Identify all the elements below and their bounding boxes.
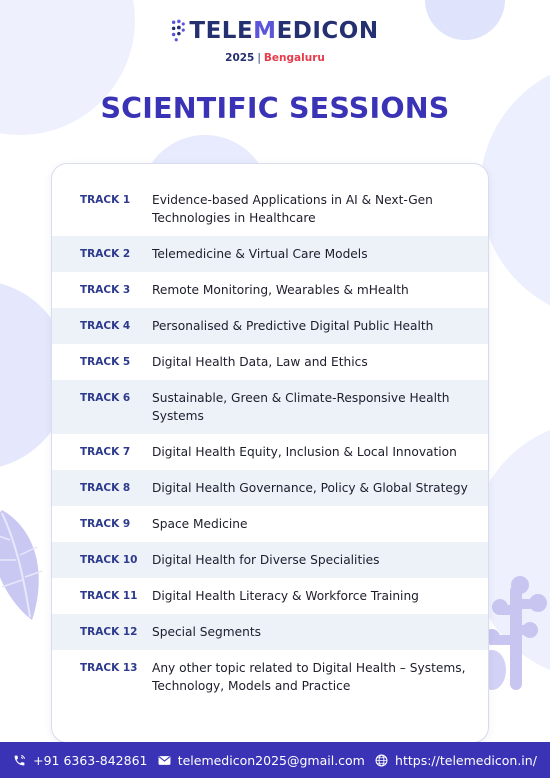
track-row xyxy=(52,542,488,578)
track-row xyxy=(52,434,488,470)
logo-accent-letter: M xyxy=(253,18,277,44)
track-number: TRACK 4 xyxy=(80,320,131,332)
leaf-decoration-icon xyxy=(0,505,52,625)
track-topic: Digital Health Governance, Policy & Global Strategy xyxy=(152,481,468,495)
track-number: TRACK 11 xyxy=(80,590,138,602)
track-topic: Digital Health Equity, Inclusion & Local Innovation xyxy=(152,445,457,459)
logo-city: Bengaluru xyxy=(263,52,325,64)
track-topic: Evidence-based Applications in AI & Next-Gen Technologies in Healthcare xyxy=(152,193,433,225)
track-row xyxy=(52,236,488,272)
globe-icon xyxy=(375,754,388,767)
track-row xyxy=(52,272,488,308)
logo-separator: | xyxy=(257,52,261,64)
track-row xyxy=(52,344,488,380)
track-number: TRACK 7 xyxy=(80,446,131,458)
track-number: TRACK 1 xyxy=(80,194,131,206)
page-title: SCIENTIFIC SESSIONS xyxy=(100,92,450,125)
track-row xyxy=(52,308,488,344)
track-row xyxy=(52,650,488,704)
track-topic: Space Medicine xyxy=(152,517,248,531)
logo-dots-icon xyxy=(171,17,185,45)
track-number: TRACK 10 xyxy=(80,554,138,566)
track-topic: Digital Health Data, Law and Ethics xyxy=(152,355,368,369)
track-topic: Remote Monitoring, Wearables & mHealth xyxy=(152,283,409,297)
logo-text: EDICON xyxy=(276,18,379,44)
tracks-list xyxy=(52,182,488,704)
track-number: TRACK 5 xyxy=(80,356,131,368)
logo-year: 2025 xyxy=(225,52,255,64)
track-number: TRACK 8 xyxy=(80,482,131,494)
logo-wordmark xyxy=(171,17,378,45)
mail-icon xyxy=(158,755,171,766)
track-topic: Sustainable, Green & Climate-Responsive Health Systems xyxy=(152,391,450,423)
contact-footer xyxy=(0,742,550,778)
email-contact[interactable] xyxy=(158,753,365,768)
track-number: TRACK 3 xyxy=(80,284,131,296)
track-row xyxy=(52,470,488,506)
event-logo xyxy=(0,17,550,64)
email-address: telemedicon2025@gmail.com xyxy=(177,752,365,768)
track-number: TRACK 9 xyxy=(80,518,131,530)
logo-text: TELE xyxy=(189,18,254,44)
track-row xyxy=(52,578,488,614)
track-topic: Digital Health Literacy & Workforce Training xyxy=(152,589,419,603)
track-number: TRACK 2 xyxy=(80,248,131,260)
tracks-card xyxy=(51,163,489,743)
phone-contact[interactable] xyxy=(13,753,147,768)
track-row xyxy=(52,182,488,236)
phone-number: +91 6363-842861 xyxy=(33,752,148,768)
track-topic: Digital Health for Diverse Specialities xyxy=(152,553,380,567)
track-topic: Personalised & Predictive Digital Public Health xyxy=(152,319,434,333)
website-url: https://telemedicon.in/ xyxy=(395,752,537,768)
track-number: TRACK 13 xyxy=(80,662,138,674)
logo-tagline xyxy=(0,52,550,64)
track-topic: Any other topic related to Digital Health – Systems, Technology, Models and Practice xyxy=(152,661,466,693)
track-row xyxy=(52,506,488,542)
track-topic: Telemedicine & Virtual Care Models xyxy=(152,247,368,261)
track-topic: Special Segments xyxy=(152,625,261,639)
phone-icon xyxy=(13,754,26,767)
track-row xyxy=(52,380,488,434)
website-link[interactable] xyxy=(375,753,537,768)
track-row xyxy=(52,614,488,650)
track-number: TRACK 6 xyxy=(80,392,131,404)
track-number: TRACK 12 xyxy=(80,626,138,638)
